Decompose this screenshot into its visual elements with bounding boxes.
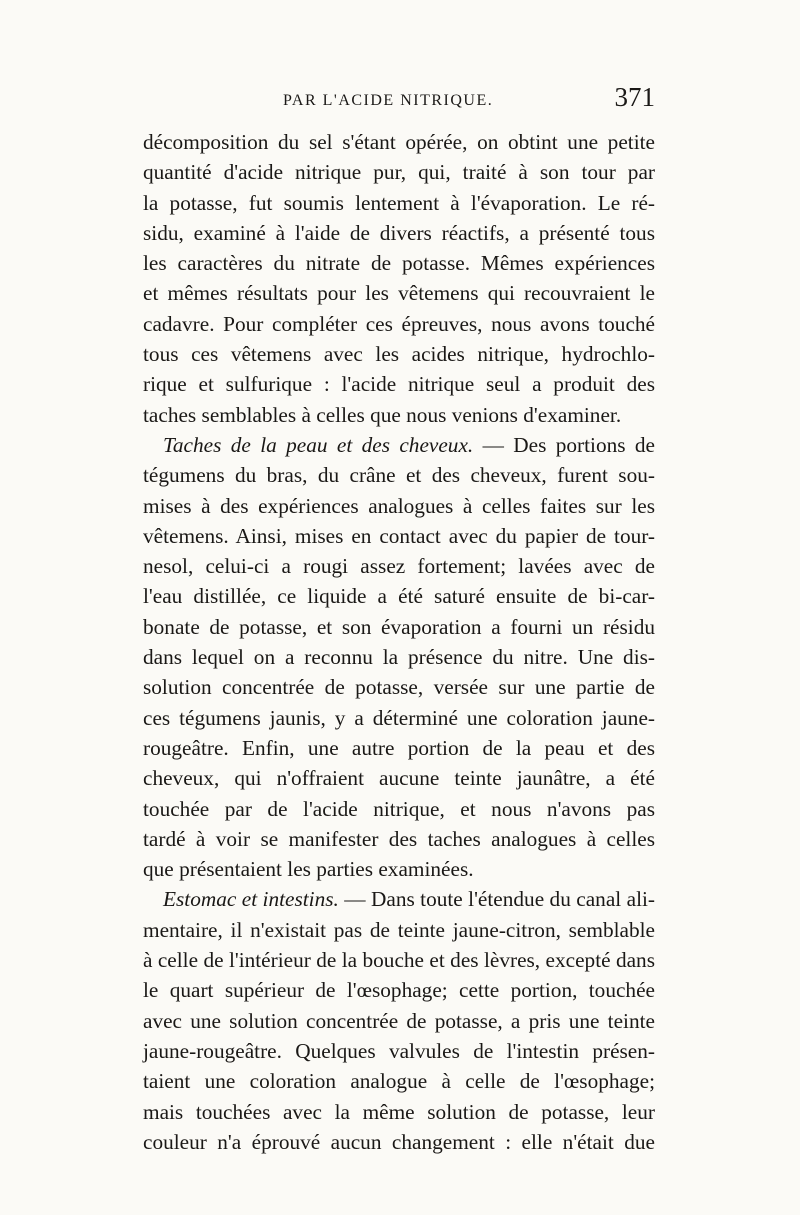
text-line: jaune-rougeâtre. Quelques valvules de l'intestin présen- [143,1038,655,1063]
text-line: mentaire, il n'existait pas de teinte jaune-citron, semblable [143,917,655,942]
text-line: l'eau distillée, ce liquide a été saturé ensuite de bi-car- [143,584,655,609]
text-line: avec une solution concentrée de potasse, a pris une teinte [143,1008,655,1033]
text-span: — Dans toute l'étendue du canal ali- [344,887,655,912]
paragraph-first-line [143,884,655,914]
text-line: nesol, celui-ci a rougi assez fortement; lavées avec de [143,554,655,579]
text-line: cheveux, qui n'offraient aucune teinte jaunâtre, a été [143,766,655,791]
text-line: mises à des expériences analogues à celles faites sur les [143,493,655,518]
text-line: solution concentrée de potasse, versée sur une partie de [143,675,655,700]
text-line: la potasse, fut soumis lentement à l'évaporation. Le ré- [143,190,655,215]
text-line: mais touchées avec la même solution de potasse, leur [143,1099,655,1124]
text-line: tous ces vêtemens avec les acides nitrique, hydrochlo- [143,342,655,367]
text-line: bonate de potasse, et son évaporation a fourni un résidu [143,614,655,639]
text-line: tégumens du bras, du crâne et des cheveux, furent sou- [143,463,655,488]
text-line: vêtemens. Ainsi, mises en contact avec du papier de tour- [143,523,655,548]
page-number: 371 [614,82,655,112]
text-line: décomposition du sel s'étant opérée, on obtint une petite [143,130,655,154]
running-head: PAR L'ACIDE NITRIQUE. [283,92,494,109]
text-line: que présentaient les parties examinées. [143,857,474,882]
text-line: dans lequel on a reconnu la présence du nitre. Une dis- [143,645,655,670]
text-line: ces tégumens jaunis, y a déterminé une coloration jaune- [143,705,655,730]
page-header [143,80,655,114]
text-line: touchée par de l'acide nitrique, et nous n'avons pas [143,796,655,821]
paragraph-peau-cheveux [143,430,655,884]
paragraph-first-line [143,430,655,460]
section-heading: Taches de la peau et des cheveux. [163,432,474,457]
text-line: rougeâtre. Enfin, une autre portion de la peau et des [143,735,655,760]
text-line: taient une coloration analogue à celle de l'œsophage; [143,1069,655,1094]
text-line: cadavre. Pour compléter ces épreuves, nous avons touché [143,311,655,336]
paragraph-vetements [143,127,655,430]
text-line: les caractères du nitrate de potasse. Mêmes expériences [143,251,655,276]
text-line: rique et sulfurique : l'acide nitrique seul a produit des [143,372,655,397]
text-line: sidu, examiné à l'aide de divers réactifs, a présenté tous [143,220,655,245]
text-line: le quart supérieur de l'œsophage; cette portion, touchée [143,978,655,1003]
section-heading: Estomac et intestins. [163,887,339,912]
text-line: et mêmes résultats pour les vêtemens qui recouvraient le [143,281,655,306]
text-span: — Des portions de [482,432,655,457]
text-line: quantité d'acide nitrique pur, qui, traité à son tour par [143,160,655,185]
text-line: taches semblables à celles que nous venions d'examiner. [143,402,622,427]
paragraph-estomac-intestins [143,884,655,1157]
body-text [143,127,655,1157]
text-line: à celle de l'intérieur de la bouche et des lèvres, excepté dans [143,948,655,973]
text-line: tardé à voir se manifester des taches analogues à celles [143,826,655,851]
text-line: couleur n'a éprouvé aucun changement : elle n'était due [143,1129,655,1154]
